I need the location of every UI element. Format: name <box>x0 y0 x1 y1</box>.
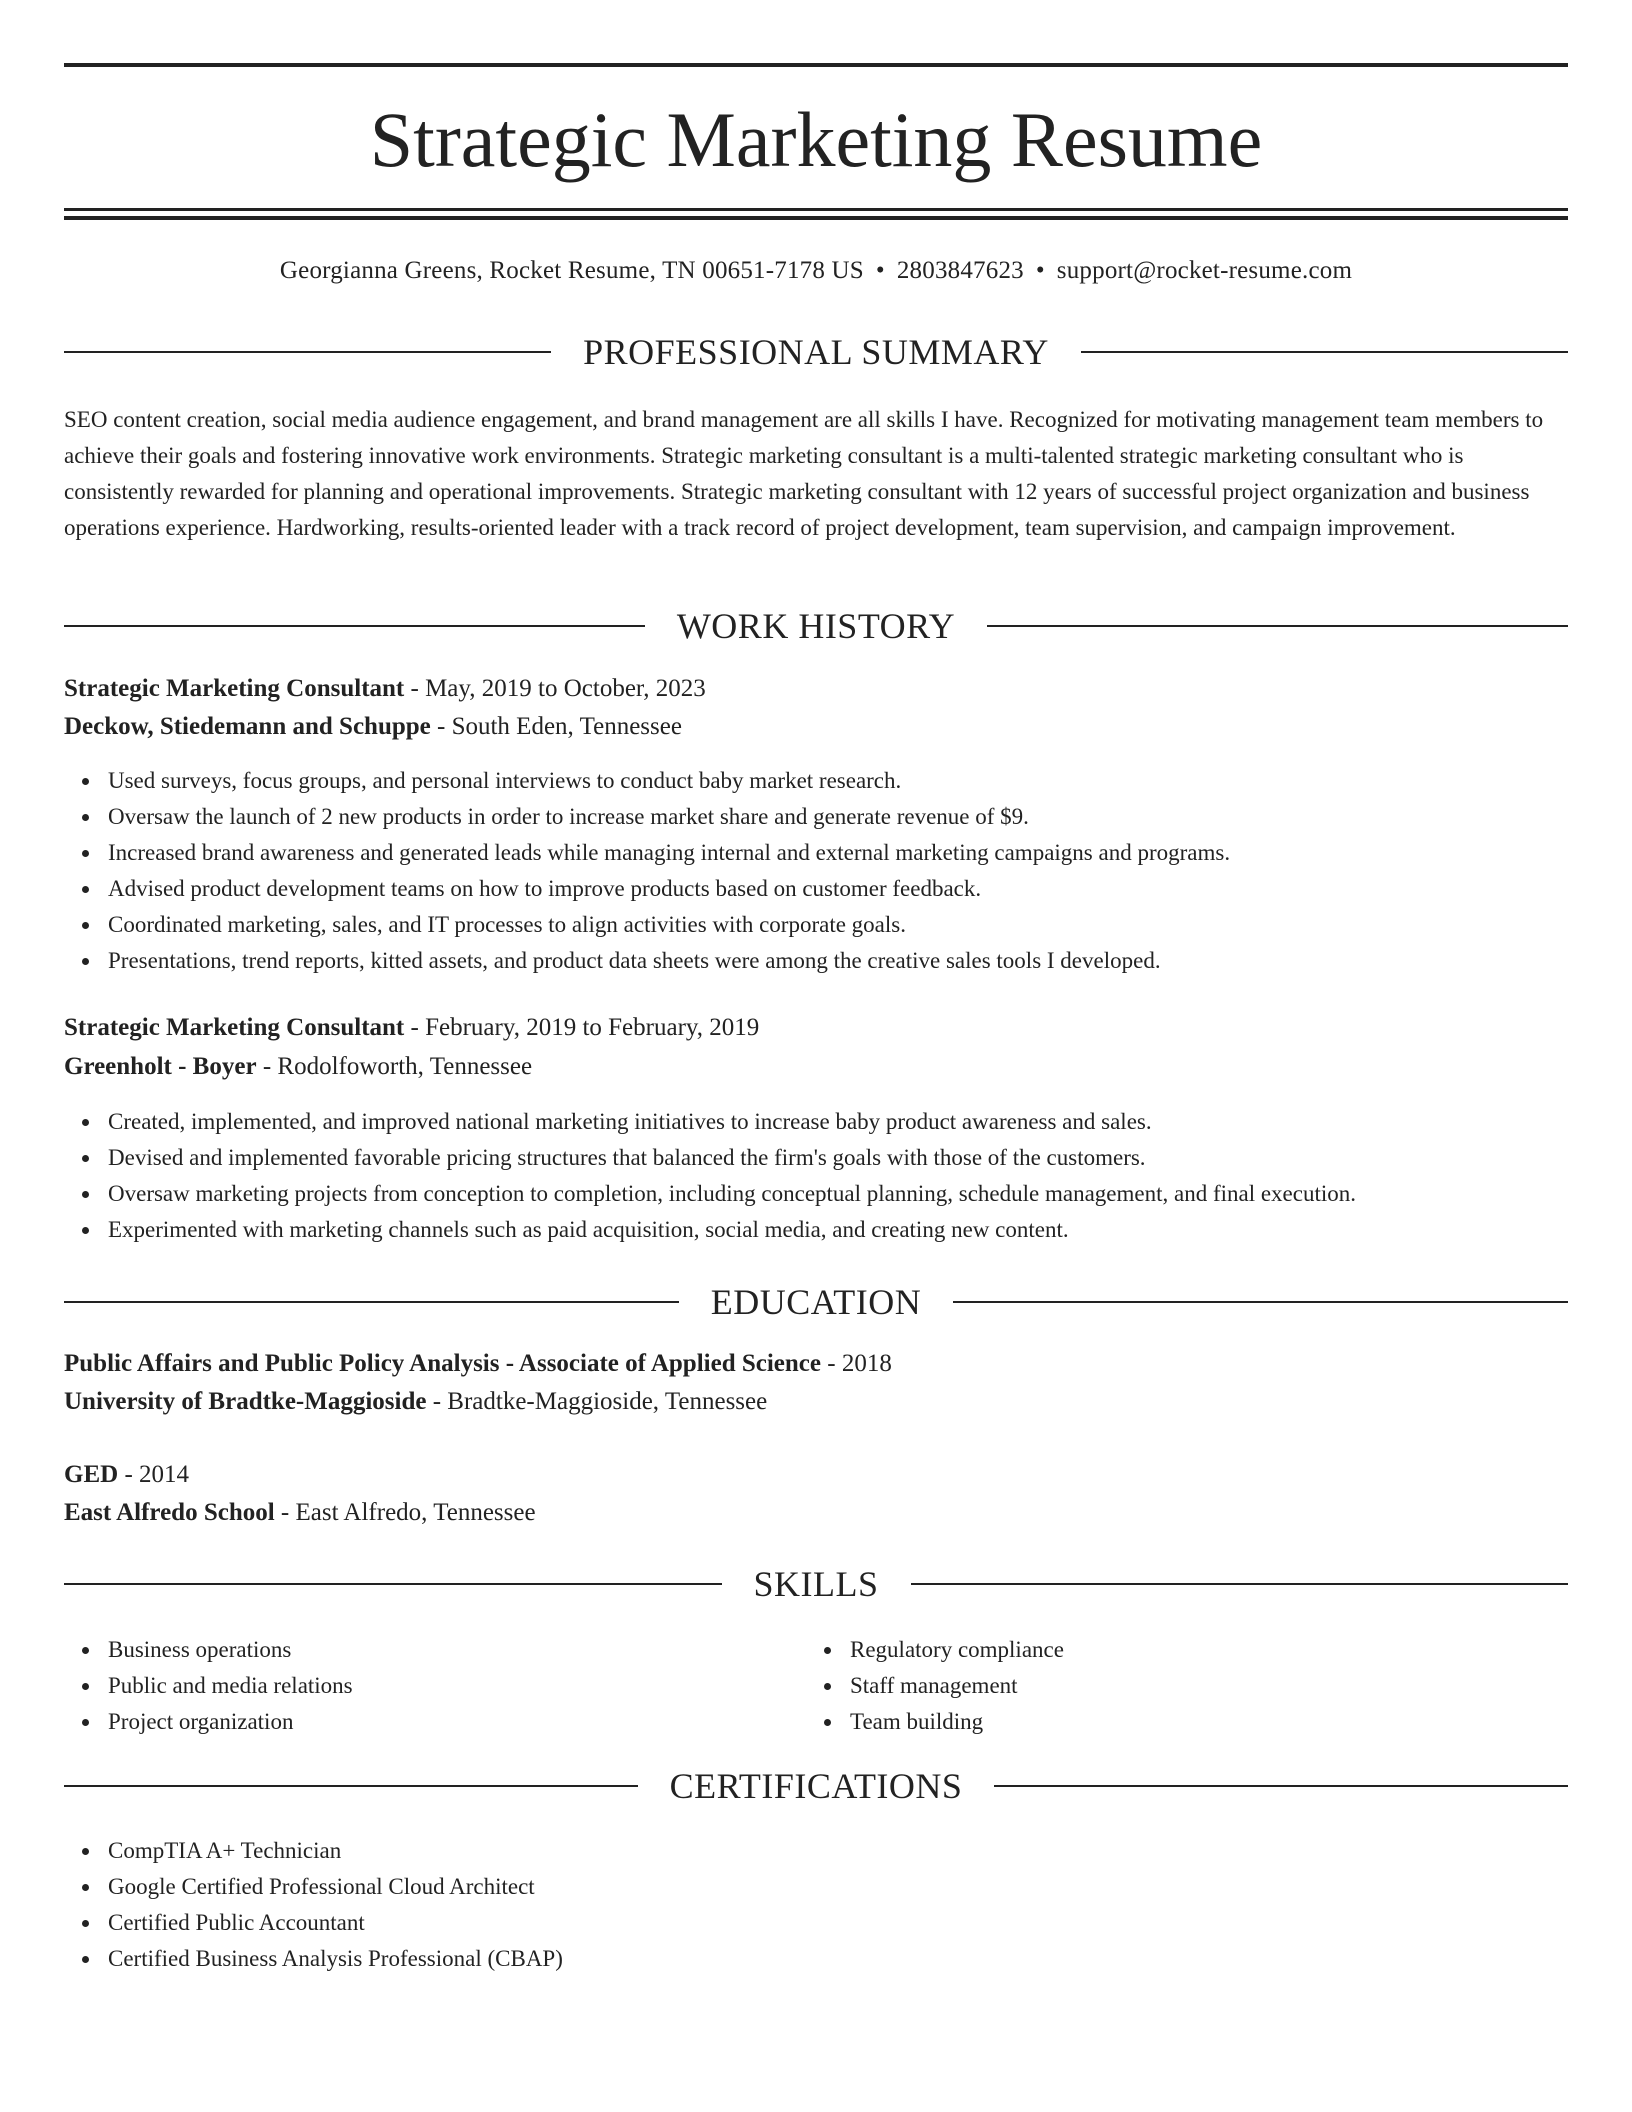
summary-text: SEO content creation, social media audience engagement, and brand management are all skills I have. Recognized for motivating management team members to achieve their goals and fostering innovative work environments. Strategic marketing consultant is a multi-talented strategic marketing consultant who is consistently rewarded for planning and operational improvements. Strategic marketing consultant with 12 years of successful project organization and business operations experience. Hardworking, results-oriented leader with a track record of project development, team supervision, and campaign improvement. <box>64 407 1544 540</box>
resume-title: Strategic Marketing Resume <box>369 96 1263 183</box>
job-company-line: Greenholt - Boyer - Rodolfoworth, Tennessee <box>64 1053 533 1080</box>
list-item: Presentations, trend reports, kitted assets, and product data sheets were among the creative sales tools I developed. <box>108 943 1612 979</box>
job-location: Rodolfoworth, Tennessee <box>277 1053 533 1080</box>
job-bullets <box>64 763 1612 979</box>
section-title: SKILLS <box>753 1564 879 1604</box>
list-item: Advised product development teams on how to improve products based on customer feedback. <box>108 871 1612 907</box>
section-title: EDUCATION <box>710 1282 922 1322</box>
skill-item: Business operations <box>108 1632 808 1668</box>
top-rule <box>64 63 1568 67</box>
skills-list-left <box>64 1632 808 1740</box>
job-location: South Eden, Tennessee <box>451 713 682 740</box>
job-company-line: Deckow, Stiedemann and Schuppe - South Eden, Tennessee <box>64 713 682 740</box>
list-item: Devised and implemented favorable pricing structures that balanced the firm's goals with those of the customers. <box>108 1140 1612 1176</box>
contact-separator: • <box>875 257 885 284</box>
section-heading-certifications <box>64 1766 1568 1806</box>
section-title: WORK HISTORY <box>676 606 956 646</box>
section-heading-summary <box>64 332 1568 372</box>
skill-item: Staff management <box>850 1668 1550 1704</box>
title-double-rule <box>64 208 1568 219</box>
contact-address: Georgianna Greens, Rocket Resume, TN 00651-7178 US <box>279 257 864 284</box>
job-dates: May, 2019 to October, 2023 <box>425 675 706 702</box>
education-school-line: University of Bradtke-Maggioside - Bradtke-Maggioside, Tennessee <box>64 1388 768 1415</box>
certification-item: CompTIA A+ Technician <box>108 1833 1612 1869</box>
section-title: PROFESSIONAL SUMMARY <box>583 332 1049 372</box>
job-title-line: Strategic Marketing Consultant - February, 2019 to February, 2019 <box>64 1014 760 1041</box>
certification-item: Certified Business Analysis Professional (CBAP) <box>108 1941 1612 1977</box>
contact-separator: • <box>1035 257 1045 284</box>
job-title-line: Strategic Marketing Consultant - May, 2019 to October, 2023 <box>64 675 706 702</box>
education-degree-line: GED - 2014 <box>64 1461 190 1488</box>
job-title: Strategic Marketing Consultant <box>64 1014 405 1041</box>
education-year: 2014 <box>139 1461 190 1488</box>
job-bullets <box>64 1104 1612 1248</box>
education-location: East Alfredo, Tennessee <box>295 1499 536 1526</box>
education-year: 2018 <box>841 1350 892 1377</box>
job-company: Deckow, Stiedemann and Schuppe <box>64 713 431 740</box>
certification-item: Certified Public Accountant <box>108 1905 1612 1941</box>
list-item: Created, implemented, and improved national marketing initiatives to increase baby product awareness and sales. <box>108 1104 1612 1140</box>
education-school: University of Bradtke-Maggioside <box>64 1388 427 1415</box>
section-title: CERTIFICATIONS <box>669 1766 963 1806</box>
skills-list-right <box>806 1632 1550 1740</box>
list-item: Increased brand awareness and generated leads while managing internal and external marketing campaigns and programs. <box>108 835 1612 871</box>
education-degree: GED <box>64 1461 119 1488</box>
skill-item: Public and media relations <box>108 1668 808 1704</box>
list-item: Experimented with marketing channels such as paid acquisition, social media, and creating new content. <box>108 1212 1612 1248</box>
contact-line <box>64 256 1568 286</box>
list-item: Used surveys, focus groups, and personal interviews to conduct baby market research. <box>108 763 1612 799</box>
section-heading-work <box>64 606 1568 646</box>
section-heading-education <box>64 1282 1568 1322</box>
education-school-line: East Alfredo School - East Alfredo, Tennessee <box>64 1499 536 1526</box>
skill-item: Project organization <box>108 1704 808 1740</box>
education-school: East Alfredo School <box>64 1499 275 1526</box>
job-company: Greenholt - Boyer <box>64 1053 257 1080</box>
list-item: Oversaw marketing projects from conception to completion, including conceptual planning, schedule management, and final execution. <box>108 1176 1612 1212</box>
education-location: Bradtke-Maggioside, Tennessee <box>447 1388 768 1415</box>
certifications-list <box>64 1833 1612 1977</box>
skill-item: Regulatory compliance <box>850 1632 1550 1668</box>
list-item: Coordinated marketing, sales, and IT processes to align activities with corporate goals. <box>108 907 1612 943</box>
contact-email: support@rocket-resume.com <box>1056 257 1353 284</box>
list-item: Oversaw the launch of 2 new products in order to increase market share and generate revenue of $9. <box>108 799 1612 835</box>
education-degree-line: Public Affairs and Public Policy Analysis - Associate of Applied Science - 2018 <box>64 1350 892 1377</box>
section-heading-skills <box>64 1564 1568 1604</box>
job-title: Strategic Marketing Consultant <box>64 675 405 702</box>
skill-item: Team building <box>850 1704 1550 1740</box>
certification-item: Google Certified Professional Cloud Architect <box>108 1869 1612 1905</box>
contact-phone: 2803847623 <box>896 257 1024 284</box>
job-dates: February, 2019 to February, 2019 <box>425 1014 760 1041</box>
education-degree: Public Affairs and Public Policy Analysis - Associate of Applied Science <box>64 1350 821 1377</box>
